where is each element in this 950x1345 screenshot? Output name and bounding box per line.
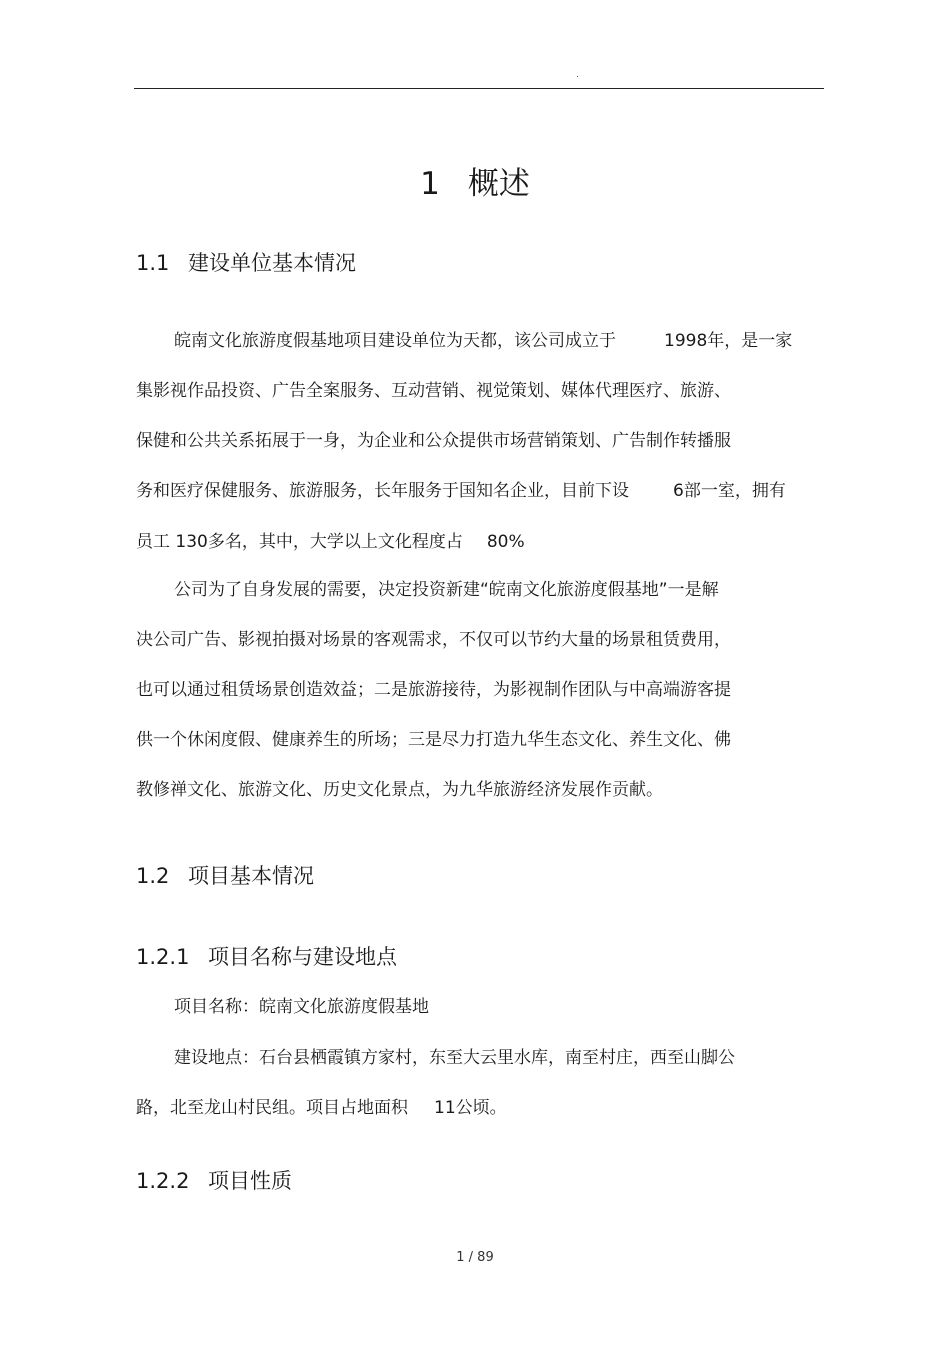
- chapter-number: 1: [420, 166, 440, 202]
- section-title: 建设单位基本情况: [188, 251, 356, 275]
- section-title: 项目名称与建设地点: [208, 945, 397, 969]
- section-title: 项目基本情况: [188, 864, 314, 888]
- text-span: 6部一室，拥有: [673, 481, 786, 501]
- section-number: 1.2.1: [136, 945, 190, 969]
- paragraph-line: [174, 330, 792, 352]
- section-1-2-1-heading: [136, 941, 397, 971]
- paragraph-line: 也可以通过租赁场景创造效益；二是旅游接待，为影视制作团队与中高端游客提: [136, 680, 731, 700]
- text-span: 11公顷。: [434, 1098, 507, 1118]
- text-span: 80%: [486, 532, 525, 552]
- paragraph-line: 公司为了自身发展的需要，决定投资新建“皖南文化旅游度假基地”一是解: [174, 580, 719, 600]
- paragraph-line: 建设地点：石台县栖霞镇方家村，东至大云里水库，南至村庄，西至山脚公: [174, 1048, 735, 1068]
- chapter-heading: [0, 158, 950, 203]
- text-span: 员工 130多名，其中，大学以上文化程度占: [136, 532, 463, 552]
- section-1-2-heading: [136, 860, 314, 890]
- chapter-title: 概述: [467, 166, 530, 202]
- paragraph-line: [136, 1097, 507, 1119]
- section-1-1-heading: [136, 247, 356, 277]
- section-number: 1.2.2: [136, 1169, 190, 1193]
- paragraph-line: 供一个休闲度假、健康养生的所场；三是尽力打造九华生态文化、养生文化、佛: [136, 730, 731, 750]
- header-rule: [134, 88, 824, 89]
- paragraph-line: [136, 531, 525, 553]
- section-number: 1.1: [136, 251, 170, 275]
- text-span: 务和医疗保健服务、旅游服务，长年服务于国知名企业，目前下设: [136, 481, 629, 501]
- section-title: 项目性质: [208, 1169, 292, 1193]
- text-span: 1998年，是一家: [664, 331, 793, 351]
- header-mark: .: [576, 70, 579, 80]
- paragraph-line: 保健和公共关系拓展于一身，为企业和公众提供市场营销策划、广告制作转播服: [136, 431, 731, 451]
- paragraph-line: 教修禅文化、旅游文化、历史文化景点，为九华旅游经济发展作贡献。: [136, 780, 663, 800]
- page-number: 1 / 89: [456, 1250, 494, 1265]
- text-span: 路，北至龙山村民组。项目占地面积: [136, 1098, 408, 1118]
- section-1-2-2-heading: [136, 1165, 292, 1195]
- text-span: 皖南文化旅游度假基地项目建设单位为天都，该公司成立于: [174, 331, 616, 351]
- paragraph-line: [136, 480, 786, 502]
- paragraph-line: 集影视作品投资、广告全案服务、互动营销、视觉策划、媒体代理医疗、旅游、: [136, 381, 731, 401]
- paragraph-line: 决公司广告、影视拍摄对场景的客观需求，不仅可以节约大量的场景租赁费用，: [136, 630, 731, 650]
- paragraph-line: 项目名称：皖南文化旅游度假基地: [174, 997, 429, 1017]
- section-number: 1.2: [136, 864, 170, 888]
